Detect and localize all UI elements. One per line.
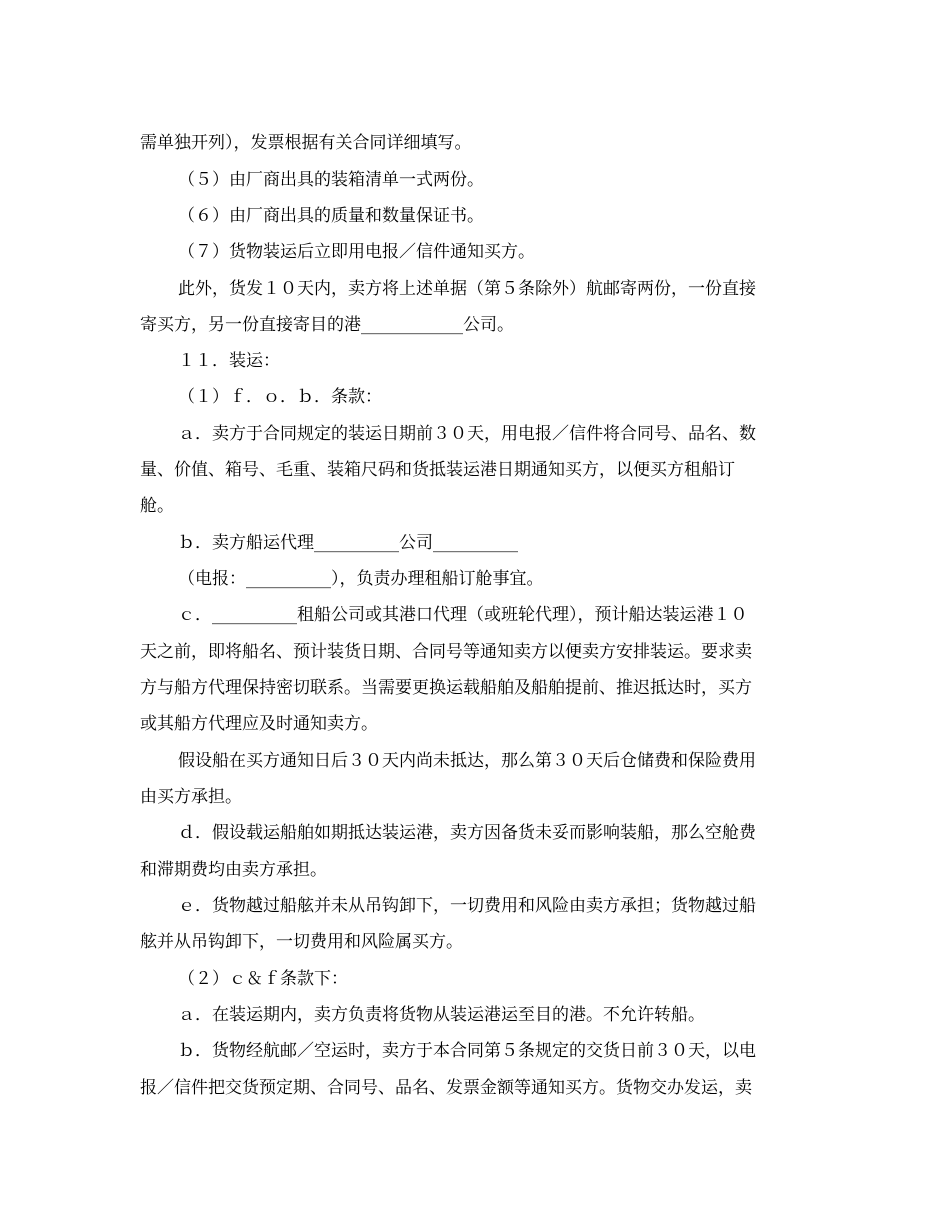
text-line: 由买方承担。 [140, 787, 242, 807]
text-line: （电报：__________），负责办理租船订舱事宜。 [178, 569, 544, 589]
text-line: （２）ｃ＆ｆ条款下： [178, 969, 348, 989]
text-line: ｂ．货物经航邮／空运时，卖方于本合同第５条规定的交货日前３０天，以电 [178, 1041, 756, 1061]
text-line: 舷并从吊钩卸下，一切费用和风险属买方。 [140, 932, 463, 952]
text-line: 此外，货发１０天内，卖方将上述单据（第５条除外）航邮寄两份，一份直接 [178, 279, 756, 299]
text-line: 方与船方代理保持密切联系。当需要更换运载船舶及船舶提前、推迟抵达时，买方 [140, 678, 752, 698]
text-line: 寄买方，另一份直接寄目的港____________公司。 [140, 315, 514, 335]
text-line: （５）由厂商出具的装箱清单一式两份。 [178, 170, 484, 190]
text-line: ｃ．__________租船公司或其港口代理（或班轮代理），预计船达装运港１０ [178, 605, 748, 625]
text-line: ｄ．假设载运船舶如期抵达装运港，卖方因备货未妥而影响装船，那么空舱费 [178, 823, 756, 843]
text-line: （１）ｆ．ｏ．ｂ．条款： [178, 387, 382, 407]
text-line: 和滞期费均由卖方承担。 [140, 860, 327, 880]
text-line: １１．装运： [178, 351, 280, 371]
text-line: 天之前，即将船名、预计装货日期、合同号等通知卖方以便卖方安排装运。要求卖 [140, 642, 752, 662]
text-line: ａ．在装运期内，卖方负责将货物从装运港运至目的港。不允许转船。 [178, 1005, 705, 1025]
text-line: ａ．卖方于合同规定的装运日期前３０天，用电报／信件将合同号、品名、数 [178, 424, 756, 444]
text-line: 假设船在买方通知日后３０天内尚未抵达，那么第３０天后仓储费和保险费用 [178, 751, 756, 771]
text-line: 报／信件把交货预定期、合同号、品名、发票金额等通知买方。货物交办发运，卖 [140, 1078, 752, 1098]
text-line: 舱。 [140, 496, 174, 516]
text-line: 量、价值、箱号、毛重、装箱尺码和货抵装运港日期通知买方，以便买方租船订 [140, 460, 735, 480]
text-line: ｅ．货物越过船舷并未从吊钩卸下，一切费用和风险由卖方承担；货物越过船 [178, 896, 756, 916]
text-line: 或其船方代理应及时通知卖方。 [140, 714, 378, 734]
text-line: （７）货物装运后立即用电报／信件通知买方。 [178, 242, 535, 262]
text-line: 需单独开列），发票根据有关合同详细填写。 [140, 133, 472, 153]
text-line: （６）由厂商出具的质量和数量保证书。 [178, 206, 484, 226]
text-line: ｂ．卖方船运代理__________公司__________ [178, 533, 518, 553]
